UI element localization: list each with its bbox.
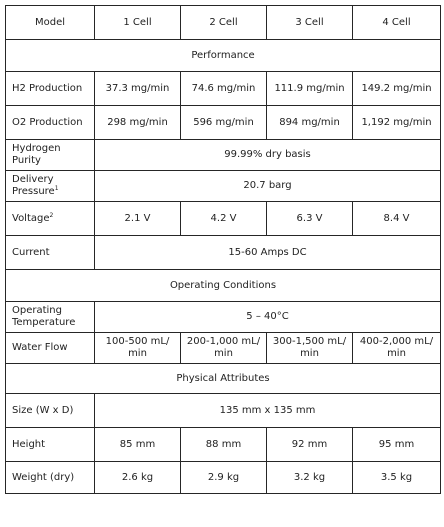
weight-value-4-cell: 3.5 kg [353, 462, 441, 494]
water-flow-value-4-cell: 400-2,000 mL/ min [353, 333, 441, 364]
size-value: 135 mm x 135 mm [95, 394, 441, 428]
water-flow-value-1-cell: 100-500 mL/ min [95, 333, 181, 364]
column-header-4-cell: 4 Cell [353, 6, 441, 40]
current-value: 15-60 Amps DC [95, 236, 441, 270]
row-label-delivery-pressure: Delivery Pressure [12, 174, 55, 197]
row-label-delivery-pressure-cell [6, 171, 95, 202]
row-label-h2-production: H2 Production [6, 72, 95, 106]
voltage-value-3-cell: 6.3 V [267, 202, 353, 236]
delivery-pressure-value: 20.7 barg [95, 171, 441, 202]
h2-value-4-cell: 149.2 mg/min [353, 72, 441, 106]
row-label-height: Height [6, 428, 95, 462]
footnote-marker-1: 1 [54, 185, 59, 192]
table-row-water-flow [6, 333, 441, 364]
row-label-voltage: Voltage [12, 212, 50, 224]
row-label-weight: Weight (dry) [6, 462, 95, 494]
table-row-voltage [6, 202, 441, 236]
o2-value-1-cell: 298 mg/min [95, 106, 181, 140]
height-value-2-cell: 88 mm [181, 428, 267, 462]
footnote-marker-2: 2 [49, 211, 54, 219]
section-title-physical-attributes: Physical Attributes [6, 364, 441, 394]
voltage-value-1-cell: 2.1 V [95, 202, 181, 236]
column-header-3-cell: 3 Cell [267, 6, 353, 40]
section-row-performance [6, 40, 441, 72]
h2-value-2-cell: 74.6 mg/min [181, 72, 267, 106]
spec-table-container [5, 5, 441, 494]
weight-value-2-cell: 2.9 kg [181, 462, 267, 494]
o2-value-4-cell: 1,192 mg/min [353, 106, 441, 140]
table-row-o2-production [6, 106, 441, 140]
height-value-3-cell: 92 mm [267, 428, 353, 462]
section-row-operating-conditions [6, 270, 441, 302]
column-header-1-cell: 1 Cell [95, 6, 181, 40]
weight-value-3-cell: 3.2 kg [267, 462, 353, 494]
section-title-performance: Performance [6, 40, 441, 72]
row-label-operating-temperature: Operating Temperature [6, 302, 95, 333]
water-flow-value-2-cell: 200-1,000 mL/ min [181, 333, 267, 364]
table-row-height [6, 428, 441, 462]
row-label-current: Current [6, 236, 95, 270]
model-header: Model [6, 6, 95, 40]
row-label-voltage-cell [6, 202, 95, 236]
row-label-water-flow: Water Flow [6, 333, 95, 364]
table-row-weight [6, 462, 441, 494]
row-label-hydrogen-purity: Hydrogen Purity [6, 140, 95, 171]
table-row-delivery-pressure [6, 171, 441, 202]
column-header-2-cell: 2 Cell [181, 6, 267, 40]
o2-value-2-cell: 596 mg/min [181, 106, 267, 140]
h2-value-3-cell: 111.9 mg/min [267, 72, 353, 106]
row-label-o2-production: O2 Production [6, 106, 95, 140]
table-row-h2-production [6, 72, 441, 106]
h2-value-1-cell: 37.3 mg/min [95, 72, 181, 106]
height-value-4-cell: 95 mm [353, 428, 441, 462]
weight-value-1-cell: 2.6 kg [95, 462, 181, 494]
voltage-value-2-cell: 4.2 V [181, 202, 267, 236]
header-row [6, 6, 441, 40]
height-value-1-cell: 85 mm [95, 428, 181, 462]
row-label-size: Size (W x D) [6, 394, 95, 428]
hydrogen-purity-value: 99.99% dry basis [95, 140, 441, 171]
water-flow-value-3-cell: 300-1,500 mL/ min [267, 333, 353, 364]
o2-value-3-cell: 894 mg/min [267, 106, 353, 140]
table-row-operating-temperature [6, 302, 441, 333]
table-row-hydrogen-purity [6, 140, 441, 171]
table-row-current [6, 236, 441, 270]
operating-temperature-value: 5 – 40°C [95, 302, 441, 333]
section-row-physical-attributes [6, 364, 441, 394]
table-row-size [6, 394, 441, 428]
section-title-operating-conditions: Operating Conditions [6, 270, 441, 302]
spec-table [5, 5, 441, 494]
voltage-value-4-cell: 8.4 V [353, 202, 441, 236]
